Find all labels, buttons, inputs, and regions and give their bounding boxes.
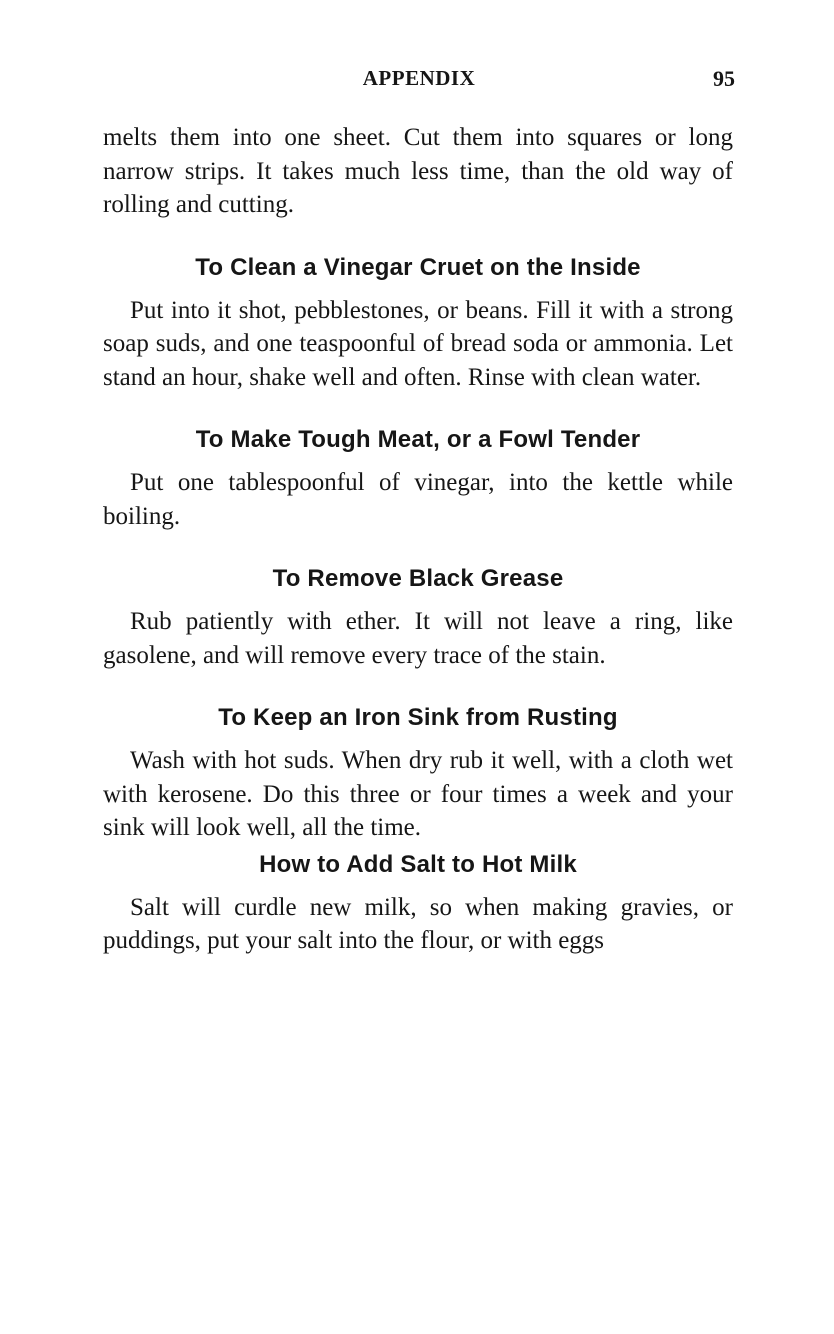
page-number: 95: [713, 66, 735, 91]
spacer: [103, 533, 733, 563]
section-body-vinegar-cruet: Put into it shot, pebblestones, or beans. Fill it with a strong soap suds, and one teaspoonful of bread soda or ammonia. Let stand an hour, shake well and often. Rinse with clean water.: [103, 296, 733, 391]
spacer: [103, 284, 733, 294]
spacer: [103, 881, 733, 891]
page-header: [103, 66, 735, 98]
running-head: APPENDIX: [362, 66, 476, 90]
section-heading-salt-hot-milk: How to Add Salt to Hot Milk: [259, 850, 577, 878]
section-body-tough-meat: Put one tablespoonful of vinegar, into the kettle while boiling.: [103, 469, 733, 530]
spacer: [103, 595, 733, 605]
spacer: [103, 394, 733, 424]
intro-paragraph: melts them into one sheet. Cut them into squares or long narrow strips. It takes much less time, than the old way of rolling and cutting.: [103, 124, 733, 218]
section-body-salt-hot-milk: Salt will curdle new milk, so when making gravies, or puddings, put your salt into the flour, or with eggs: [103, 893, 733, 954]
section-heading-tough-meat: To Make Tough Meat, or a Fowl Tender: [195, 426, 641, 453]
section-heading-vinegar-cruet: To Clean a Vinegar Cruet on the Inside: [195, 253, 641, 281]
section-body-black-grease: Rub patiently with ether. It will not leave a ring, like gasolene, and will remove every trace of the stain.: [103, 608, 733, 669]
spacer: [103, 222, 733, 252]
spacer: [103, 734, 733, 744]
section-body-iron-sink: Wash with hot suds. When dry rub it well, with a cloth wet with kerosene. Do this three or four times a week and your sink will look well, all the time.: [103, 747, 733, 841]
spacer: [103, 456, 733, 466]
section-heading-black-grease: To Remove Black Grease: [272, 565, 564, 592]
section-heading-iron-sink: To Keep an Iron Sink from Rusting: [218, 704, 618, 731]
page-body: [103, 121, 733, 958]
spacer: [103, 672, 733, 702]
